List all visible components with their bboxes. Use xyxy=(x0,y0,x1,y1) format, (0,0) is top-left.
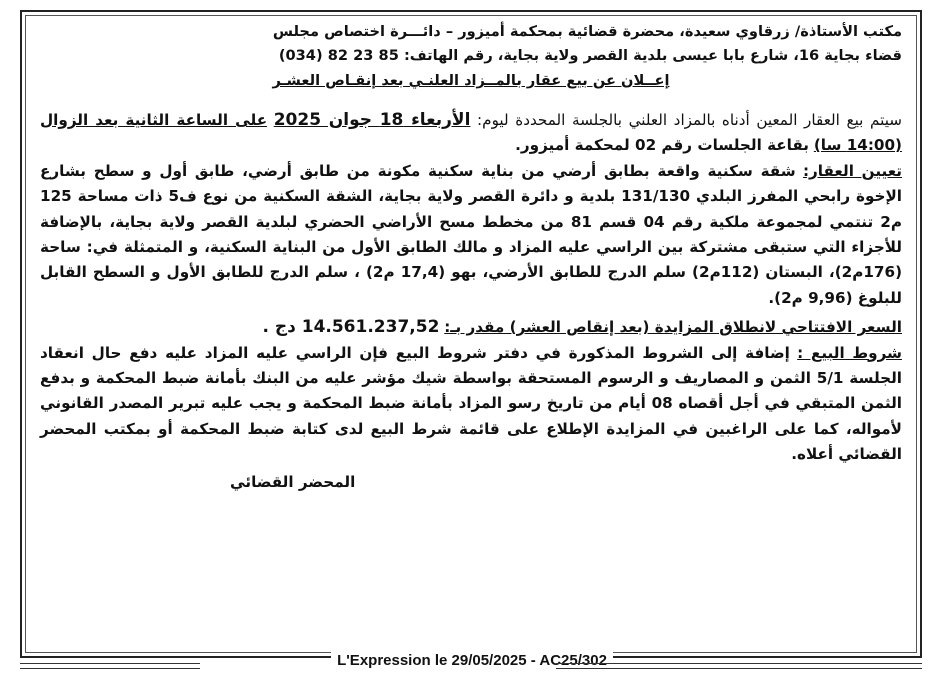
property-text: شقة سكنية واقعة بطابق أرضي من بناية سكنية مكونة من طابق أرضي، طابق أول و سطح بشارع الإخوة رابحي المفرز البلدي 131/130 بلدية و دائرة القصر ولاية بجاية، الشقة السكنية من نوع ف5 ذات مساحة 125 م2 تنتمي لمجموعة ملكية رقم 04 قسم 81 من مخطط مسح الأراضي الحضري لبلدية القصر ولاية بجاية، بالإضافة للأجزاء التي ستبقى مشتركة بين الراسي عليه المزاد و مالك الطابق الأول من البناية السكنية، و المتمثلة في: ساحة (176م2)، البستان (112م2) سلم الدرج للطابق الأرضي، بهو (17,4 م2) ، سلم الدرج للطابق الأول و السطح القابل للبلوغ (9,96 م2). xyxy=(40,161,903,307)
sale-time: (14:00 سا) xyxy=(813,136,902,155)
intro-paragraph xyxy=(40,108,902,159)
conditions-text: إضافة إلى الشروط المذكورة في دفتر شروط البيع فإن الراسي عليه المزاد عليه دفع حال انعقاد الجلسة 5/1 الثمن و المصاريف و الرسوم المستحقة بواسطة شيك مؤشر عليه من البنك بأمانة ضبط المحكمة و بدفع الثمن المتبقي في أجل أقصاه 08 أيام من تاريخ رسو المزاد بأمانة ضبط المحكمة و يجب عليه تبرير المصدر القانوني لأمواله، كما على الراغبين في المزايدة الإطلاع على قائمة شرط البيع لدى كتابة ضبط المحكمة أو بمكتب المحضر القضائي أعلاه. xyxy=(40,343,902,464)
notice-title: إعــلان عن بيع عقار بالمــزاد العلنـي بعد إنقـاص العشـر xyxy=(272,72,670,89)
signature: المحضر القضائي xyxy=(230,472,356,491)
header-office-line: مكتب الأستاذة/ زرقاوي سعيدة، محضرة قضائية بمحكمة أميزور – دائـــرة اختصاص مجلس xyxy=(272,23,902,40)
property-label: تعيين العقار: xyxy=(802,161,902,180)
intro-text-a: سيتم بيع العقار المعين أدناه بالمزاد العلني بالجلسة المحددة ليوم: xyxy=(477,111,903,129)
intro-time-text: على الساعة الثانية بعد الزوال xyxy=(40,111,268,129)
price-paragraph xyxy=(40,315,902,340)
footer-rule-right xyxy=(556,663,922,669)
property-paragraph xyxy=(40,159,902,311)
sale-date: الأربعاء 18 جوان 2025 xyxy=(273,110,471,130)
notice-content xyxy=(40,20,902,648)
price-label: السعر الافتتاحي لانطلاق المزايدة (بعد إنقاص العشر) مقدر بـ: xyxy=(444,318,902,337)
notice-frame xyxy=(20,10,922,658)
footer-publication: L'Expression le 29/05/2025 - AC25/302 xyxy=(331,652,613,669)
intro-text-c: بقاعة الجلسات رقم 02 لمحكمة أميزور. xyxy=(515,136,809,155)
footer xyxy=(0,652,944,669)
header-address-line: قضاء بجاية 16، شارع بابا عيسى بلدية القصر ولاية بجاية، رقم الهاتف: 85 23 82 (034) xyxy=(278,47,902,64)
conditions-paragraph xyxy=(40,341,902,468)
conditions-label: شروط البيع : xyxy=(797,343,902,362)
price-value: 14.561.237,52 دج . xyxy=(262,317,440,338)
footer-rule-left xyxy=(20,663,200,669)
